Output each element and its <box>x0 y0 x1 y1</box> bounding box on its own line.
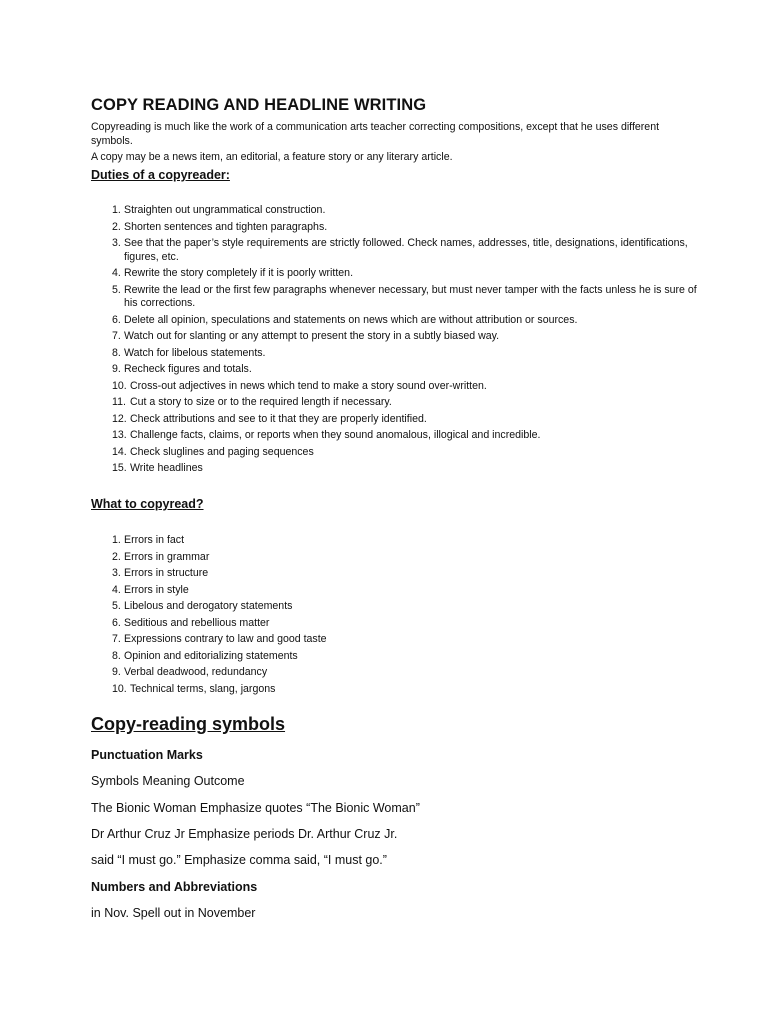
list-item: 6. Seditious and rebellious matter <box>112 616 270 629</box>
numbers-heading: Numbers and Abbreviations <box>91 880 258 894</box>
duties-heading: Duties of a copyreader: <box>91 168 230 182</box>
list-item: 5. Rewrite the lead or the first few paragraphs whenever necessary, but must never tamper with the facts unless he is sure of his corrections. <box>112 283 697 309</box>
list-item: 6. Delete all opinion, speculations and statements on news which are without attribution or sources. <box>112 313 578 326</box>
intro-paragraph: A copy may be a news item, an editorial, a feature story or any literary article. <box>91 151 453 163</box>
list-item: 13. Challenge facts, claims, or reports when they sound anomalous, illogical and incredible. <box>112 429 541 441</box>
duties-list <box>112 204 702 479</box>
symbols-line: Dr Arthur Cruz Jr Emphasize periods Dr. Arthur Cruz Jr. <box>91 827 398 841</box>
list-item: 8. Opinion and editorializing statements <box>112 649 298 662</box>
list-item: 4. Rewrite the story completely if it is poorly written. <box>112 267 354 279</box>
list-item: 1. Straighten out ungrammatical construction. <box>112 204 326 216</box>
punctuation-heading: Punctuation Marks <box>91 748 203 762</box>
list-item: 11. Cut a story to size or to the required length if necessary. <box>112 396 392 408</box>
list-item: 5. Libelous and derogatory statements <box>112 600 293 612</box>
list-item: 1. Errors in fact <box>112 534 185 546</box>
what-to-copyread-heading: What to copyread? <box>91 497 204 511</box>
symbols-line: said “I must go.” Emphasize comma said, “I must go.” <box>91 853 387 867</box>
list-item: 14. Check sluglines and paging sequences <box>112 445 314 458</box>
list-item: 7. Watch out for slanting or any attempt to present the story in a subtly biased way. <box>112 330 500 342</box>
list-item: 4. Errors in style <box>112 583 189 596</box>
list-item: 8. Watch for libelous statements. <box>112 346 266 359</box>
symbols-heading: Copy-reading symbols <box>91 714 286 734</box>
what-to-copyread-list <box>112 534 702 699</box>
list-item: 2. Shorten sentences and tighten paragraphs. <box>112 220 328 233</box>
list-item: 3. Errors in structure <box>112 567 209 579</box>
intro-section <box>91 121 691 165</box>
list-item: 12. Check attributions and see to it that they are properly identified. <box>112 412 427 425</box>
symbols-line: The Bionic Woman Emphasize quotes “The Bionic Woman” <box>91 801 420 815</box>
list-item: 2. Errors in grammar <box>112 550 210 563</box>
document-title: COPY READING AND HEADLINE WRITING <box>91 96 427 114</box>
numbers-line: in Nov. Spell out in November <box>91 906 256 920</box>
list-item: 9. Verbal deadwood, redundancy <box>112 666 268 678</box>
list-item: 15. Write headlines <box>112 462 203 474</box>
list-item: 3. See that the paper’s style requirements are strictly followed. Check names, addresses, title, designations, identifications, figures, etc. <box>112 237 688 263</box>
list-item: 10. Technical terms, slang, jargons <box>112 682 276 695</box>
symbols-line: Symbols Meaning Outcome <box>91 774 245 788</box>
list-item: 9. Recheck figures and totals. <box>112 363 252 375</box>
intro-paragraph: Copyreading is much like the work of a communication arts teacher correcting compositions, except that he uses different symbols. <box>91 121 660 147</box>
list-item: 7. Expressions contrary to law and good taste <box>112 633 327 645</box>
list-item: 10. Cross-out adjectives in news which tend to make a story sound over-written. <box>112 379 487 392</box>
